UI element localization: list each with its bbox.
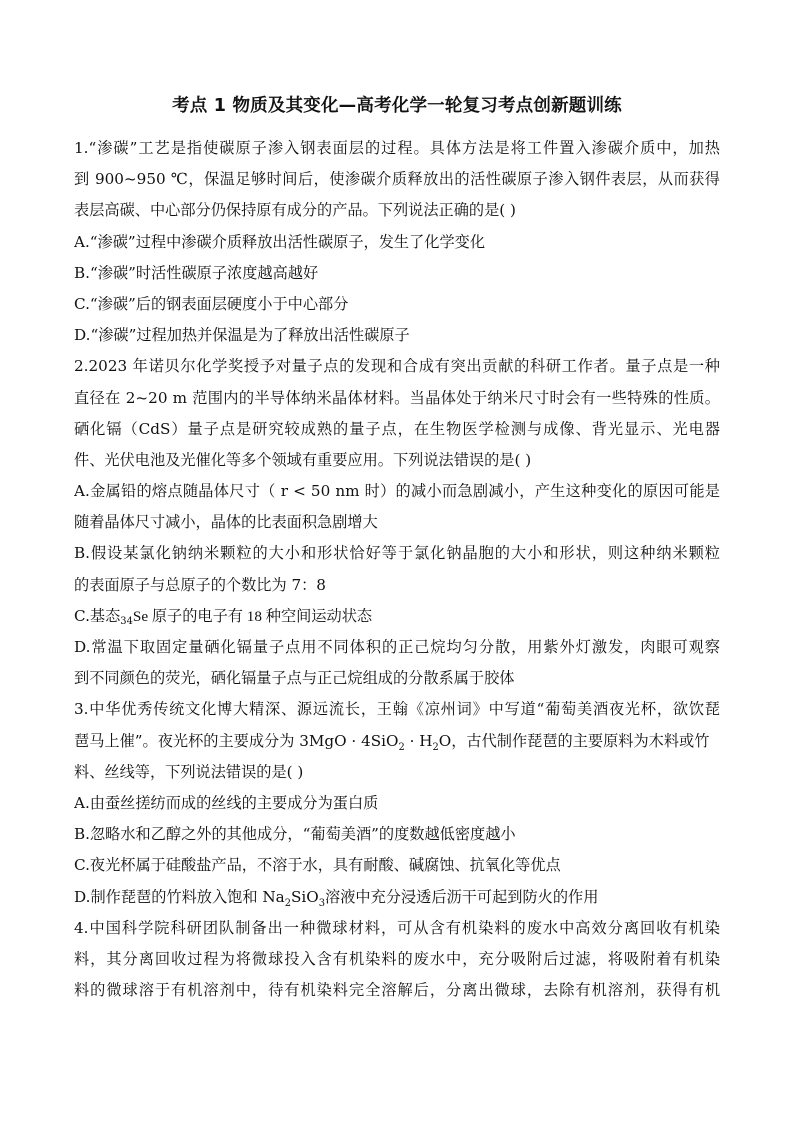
question-stem-line xyxy=(74,726,720,757)
option-c-prefix: C.基态 xyxy=(74,606,121,625)
question-stem-line: 料、丝线等，下列说法错误的是( ) xyxy=(74,762,304,781)
option-d-continued: 到不同颜色的荧光，硒化镉量子点与正己烷组成的分散系属于胶体 xyxy=(74,669,515,688)
atomic-number: 34 xyxy=(120,616,133,628)
question-stem-line: 直径在 2~20 m 范围内的半导体纳米晶体材料。当晶体处于纳米尺寸时会有一些特殊的性质。 xyxy=(74,388,720,407)
formula-subscript: 2 xyxy=(398,741,405,753)
question-list xyxy=(74,133,720,1006)
option-b: B.忽略水和乙醇之外的其他成分，“葡萄美酒”的度数越低密度越小 xyxy=(74,825,516,844)
question-stem-line: 1.“渗碳”工艺是指使碳原子渗入钢表面层的过程。具体方法是将工件置入渗碳介质中，加热 xyxy=(74,139,720,157)
option-d-text: D.制作琵琶的竹料放入饱和 Na xyxy=(74,887,285,906)
question-3 xyxy=(74,694,720,912)
option-c xyxy=(74,601,720,632)
option-c-text: Se 原子的电子有 18 种空间运动状态 xyxy=(132,607,373,625)
question-stem-line: 2.2023 年诺贝尔化学奖授予对量子点的发现和合成有突出贡献的科研工作者。量子点是一种 xyxy=(74,357,720,376)
question-stem-line: 料，其分离回收过程为将微球投入含有机染料的废水中，充分吸附后过滤，将吸附着有机染 xyxy=(74,949,720,968)
formula-text: O，古代制作琵琶的主要原料为木料或竹 xyxy=(438,731,710,750)
option-c: C.“渗碳”后的钢表面层硬度小于中心部分 xyxy=(74,294,349,313)
formula-text: 琶马上催”。夜光杯的主要成分为 3MgO · 4SiO xyxy=(74,731,399,750)
option-c: C.夜光杯属于硅酸盐产品，不溶于水，具有耐酸、碱腐蚀、抗氧化等优点 xyxy=(74,856,561,875)
question-4 xyxy=(74,913,720,1007)
question-stem-line: 3.中华优秀传统文化博大精深、源远流长，王翰《凉州词》中写道“葡萄美酒夜光杯，欲饮琵 xyxy=(74,700,720,719)
question-stem-line: 4.中国科学院科研团队制备出一种微球材料，可从含有机染料的废水中高效分离回收有机染 xyxy=(74,918,720,937)
question-stem-line: 表层高碳、中心部分仍保持原有成分的产品。下列说法正确的是( ) xyxy=(74,201,516,220)
option-d: D.“渗碳”过程加热并保温是为了释放出活性碳原子 xyxy=(74,326,410,345)
question-2 xyxy=(74,351,720,694)
option-d xyxy=(74,882,720,913)
option-a: A.由蚕丝搓纺而成的丝线的主要成分为蛋白质 xyxy=(74,793,379,812)
option-d-text: 溶液中充分浸透后沥干可起到防火的作用 xyxy=(325,887,599,906)
formula-subscript: 2 xyxy=(284,897,291,909)
formula-text: · H xyxy=(404,731,433,750)
option-a: A.“渗碳”过程中渗碳介质释放出活性碳原子，发生了化学变化 xyxy=(74,232,486,251)
question-1 xyxy=(74,133,720,351)
formula-subscript: 3 xyxy=(318,897,326,909)
question-stem-line: 到 900~950 ℃，保温足够时间后，使渗碳介质释放出的活性碳原子渗入钢件表层，从而获得 xyxy=(74,170,720,189)
option-a: A.金属铅的熔点随晶体尺寸（ r < 50 nm 时）的减小而急剧减小，产生这种变化的原因可能是 xyxy=(74,482,720,501)
option-b-continued: 的表面原子与总原子的个数比为 7：8 xyxy=(74,575,326,594)
question-stem-line: 硒化镉（CdS）量子点是研究较成熟的量子点，在生物医学检测与成像、背光显示、光电器 xyxy=(74,419,720,438)
document-title: 考点 1 物质及其变化—高考化学一轮复习考点创新题训练 xyxy=(172,96,622,116)
option-d-text: SiO xyxy=(291,887,319,906)
question-stem-line: 料的微球溶于有机溶剂中，待有机染料完全溶解后，分离出微球，去除有机溶剂，获得有机 xyxy=(74,981,720,1000)
option-b: B.“渗碳”时活性碳原子浓度越高越好 xyxy=(74,263,319,282)
option-a-continued: 随着晶体尺寸减小，晶体的比表面积急剧增大 xyxy=(74,513,378,532)
question-stem-line: 件、光伏电池及光催化等多个领域有重要应用。下列说法错误的是( ) xyxy=(74,450,532,469)
formula-subscript: 2 xyxy=(432,741,439,753)
option-d: D.常温下取固定量硒化镉量子点用不同体积的正己烷均匀分散，用紫外灯激发，肉眼可观察 xyxy=(74,638,720,656)
option-b: B.假设某氯化钠纳米颗粒的大小和形状恰好等于氯化钠晶胞的大小和形状，则这种纳米颗粒 xyxy=(74,544,720,563)
